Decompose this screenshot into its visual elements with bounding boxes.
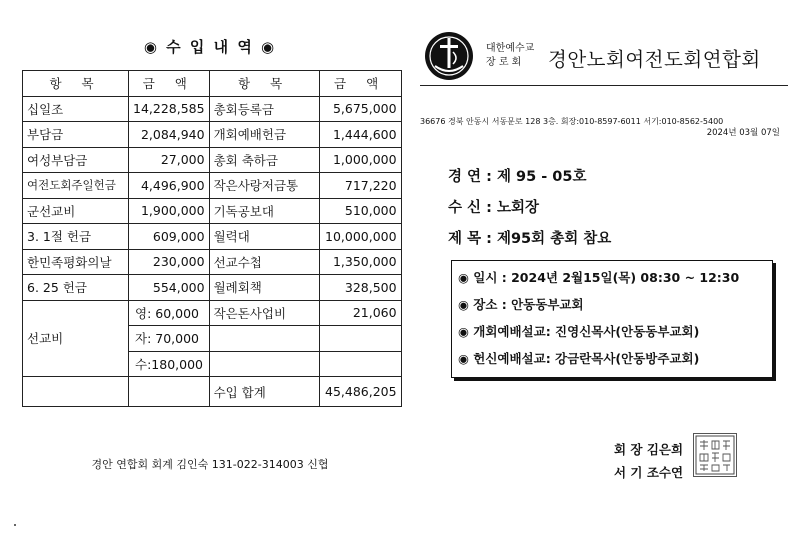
- total-label: 수입 합계: [209, 377, 319, 407]
- table-row: [23, 122, 402, 148]
- amount-cell: 1,444,600: [319, 122, 401, 148]
- item-cell: 부담금: [23, 122, 129, 148]
- table-row: [23, 198, 402, 224]
- item-cell: 한민족평화의날: [23, 249, 129, 275]
- item-cell: 여전도회주일헌금: [23, 173, 129, 199]
- table-row: [23, 224, 402, 250]
- subject: 제 목 : 제95회 총회 참요: [448, 231, 612, 247]
- item-cell: 선교수첩: [209, 249, 319, 275]
- mission-sub-cell: 수:180,000: [129, 351, 210, 377]
- table-row: [23, 96, 402, 122]
- income-title: ◉ 수 입 내 역 ◉: [143, 38, 277, 56]
- header-amount-1: 금 액: [129, 71, 210, 97]
- amount-cell: 14,228,585: [129, 96, 210, 122]
- table-row: [23, 147, 402, 173]
- table-row: [23, 249, 402, 275]
- item-cell: 월력대: [209, 224, 319, 250]
- header-item-2: 항 목: [209, 71, 319, 97]
- org-denomination: [486, 42, 534, 70]
- amount-cell: 554,000: [129, 275, 210, 301]
- table-row: [23, 300, 402, 326]
- org-small-line-2: 장 로 회: [486, 57, 522, 68]
- header-divider: [420, 85, 788, 86]
- amount-cell: 5,675,000: [319, 96, 401, 122]
- item-cell: 군선교비: [23, 198, 129, 224]
- scan-speck: [14, 524, 16, 526]
- table-row: [23, 275, 402, 301]
- empty-cell: [129, 377, 210, 407]
- total-row: [23, 377, 402, 407]
- amount-cell: 27,000: [129, 147, 210, 173]
- item-cell: 총회 축하금: [209, 147, 319, 173]
- empty-cell: [319, 351, 401, 377]
- item-cell: 월례회책: [209, 275, 319, 301]
- amount-cell: 1,900,000: [129, 198, 210, 224]
- empty-cell: [209, 326, 319, 352]
- amount-cell: 1,000,000: [319, 147, 401, 173]
- table-header-row: [23, 71, 402, 97]
- amount-cell: 328,500: [319, 275, 401, 301]
- detail-datetime: ◉ 일시 : 2024년 2월15일(목) 08:30 ~ 12:30: [458, 270, 740, 285]
- amount-cell: 717,220: [319, 173, 401, 199]
- org-name: 경안노회여전도회연합회: [548, 48, 761, 71]
- amount-cell: 1,350,000: [319, 249, 401, 275]
- item-cell: 6. 25 헌금: [23, 275, 129, 301]
- church-logo-icon: [423, 30, 475, 82]
- item-cell: 작은돈사업비: [209, 300, 319, 326]
- address-line: 36676 경북 안동시 서동문로 128 3층. 회장:010-8597-6011 서기:010-8562-5400: [420, 117, 724, 126]
- total-amount: 45,486,205: [319, 377, 401, 407]
- empty-cell: [23, 377, 129, 407]
- detail-dedication-sermon: ◉ 헌신예배설교: 강금란목사(안동방주교회): [458, 351, 700, 366]
- amount-cell: 510,000: [319, 198, 401, 224]
- amount-cell: 10,000,000: [319, 224, 401, 250]
- income-table: [22, 70, 402, 407]
- amount-cell: 609,000: [129, 224, 210, 250]
- header-amount-2: 금 액: [319, 71, 401, 97]
- account-footer: 경안 연합회 회계 김인숙 131-022-314003 신협: [91, 458, 329, 471]
- item-cell: 작은사랑저금통: [209, 173, 319, 199]
- header-item-1: 항 목: [23, 71, 129, 97]
- item-cell: 여성부담금: [23, 147, 129, 173]
- empty-cell: [319, 326, 401, 352]
- item-cell: 기독공보대: [209, 198, 319, 224]
- amount-cell: 4,496,900: [129, 173, 210, 199]
- document-date: 2024년 03월 07일: [706, 128, 780, 138]
- item-cell: 개회예배헌금: [209, 122, 319, 148]
- item-cell: 3. 1절 헌금: [23, 224, 129, 250]
- document-number: 경 연 : 제 95 - 05호: [448, 169, 587, 185]
- item-cell: 십일조: [23, 96, 129, 122]
- recipient: 수 신 : 노회장: [448, 200, 539, 216]
- amount-cell: 2,084,940: [129, 122, 210, 148]
- item-cell: 총회등록금: [209, 96, 319, 122]
- president-signature: 회 장 김은희: [614, 442, 684, 457]
- amount-cell: 21,060: [319, 300, 401, 326]
- amount-cell: 230,000: [129, 249, 210, 275]
- detail-opening-sermon: ◉ 개회예배설교: 진영신목사(안동동부교회): [458, 324, 700, 339]
- empty-cell: [209, 351, 319, 377]
- secretary-signature: 서 기 조수연: [614, 465, 684, 480]
- table-row: [23, 173, 402, 199]
- mission-sub-cell: 영: 60,000: [129, 300, 210, 326]
- detail-location: ◉ 장소 : 안동동부교회: [458, 297, 584, 312]
- mission-label-cell: 선교비: [23, 300, 129, 377]
- official-seal-icon: [693, 433, 737, 477]
- org-small-line-1: 대한예수교: [486, 43, 535, 54]
- mission-sub-cell: 자: 70,000: [129, 326, 210, 352]
